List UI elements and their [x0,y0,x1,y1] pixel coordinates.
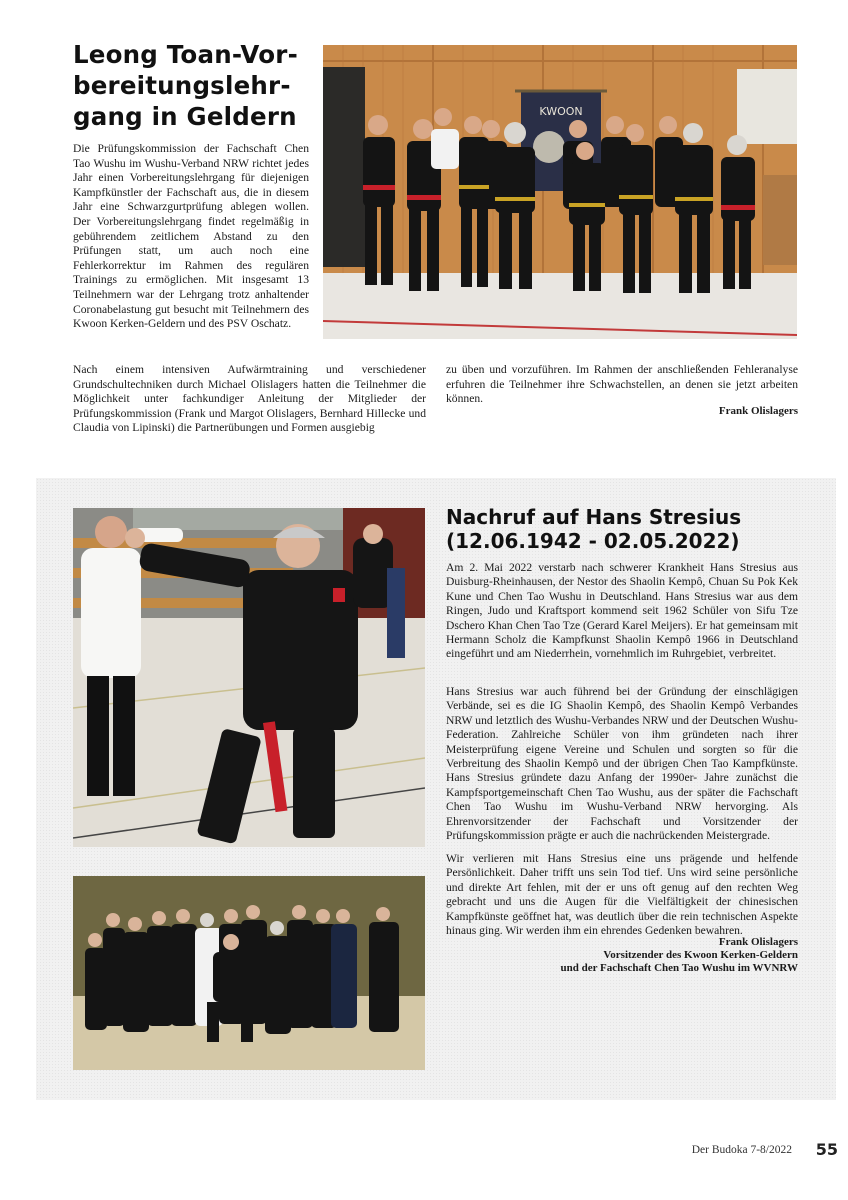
article2-paragraph-2: Hans Stresius war auch führend bei der Gründung der einschlägigen Verbände, sei es die IG Shaolin Kempô, des Shaolin Kempô Verbandes NRW und letztlich des Wushu-Verbandes NRW und der Deutschen Wushu-Federation. Zahlreiche Schüler von ihm gründeten nach ihrer Meisterprüfung eigene Vereine und Schulen und sorgten so für die Verbreitung des Shaolin Kempô und der übrigen Chen Tao Kampfkünste. Hans Stresius gründete dazu Anfang der 1990er- Jahre zunächst die Kampfsportgemeinschaft Chen Tao Wushu, aus der später die Fachschaft Chen Tao Wushu im Wushu-Verband NRW hervorging. Als Ehrenvorsitzender der Fachschaft und Vorsitzender der Prüfungskommission prägte er auch die nachrückenden Meistergrade. [446,685,798,843]
article2-title-line1: Nachruf auf Hans Stresius [446,505,742,529]
article1-paragraph-1: Die Prüfungskommission der Fachschaft Chen Tao Wushu im Wushu-Verband NRW richtet jedes Jahr einen Vorbereitungslehrgang für diejenigen Kampfkünstler der Fachschaft aus, die in diesem Jahr eine Schwarzgurtprüfung ablegen wollen. Der Vorbereitungslehrgang findet regelmäßig in gebührendem zeitlichem Abstand zu den Prüfungen statt, um auch noch eine Fehlerkorrektur im Rahmen des regulären Trainings zu ermöglichen. Mit insgesamt 13 Teilnehmern war der Lehrgang trotz anhaltender Coronabelastung gut besucht mit Teilnehmern des Kwoon Kerken-Geldern und des PSV Oschatz. [73,142,309,331]
article1-paragraph-2-continued: zu üben und vorzuführen. Im Rahmen der anschließenden Fehleranalyse erfuhren die Teilnehmer ihre Schwachstellen, an denen sie jetzt arbeiten können. [446,363,798,406]
group-photo-top [323,45,797,339]
group-photo-bottom [73,876,425,1070]
article1-signature: Frank Olislagers [718,405,798,417]
page-number: 55 [815,1140,838,1159]
article2-title-line2: (12.06.1942 - 02.05.2022) [446,529,740,553]
article1-paragraph-2: Nach einem intensiven Aufwärmtraining und verschiedener Grundschultechniken durch Michael Olislagers hatten die Teilnehmer die Möglichkeit unter fachkundiger Anleitung der Mitglieder der Prüfungskommission (Frank und Margot Olislagers, Bernhard Hillecke und Claudia von Lipinski) die Partnerübungen und Formen ausgiebig [73,363,426,435]
article1-title: Leong Toan-Vorbereitungslehrgang in Geldern [73,40,298,131]
footer-magazine-issue: Der Budoka 7-8/2022 [691,1144,792,1156]
article2-paragraph-3: Wir verlieren mit Hans Stresius eine uns prägende und helfende Persönlichkeit. Daher trifft uns sein Tod tief. Uns wird seine persönliche und direkte Art fehlen, mit der er uns oft genug auf den rechten Weg gebracht und uns die Augen für die Vielfältigkeit der chinesischen Kampfkünste geöffnet hat, was deutlich über die rein technischen Aspekte hinaus ging. Wir werden ihm ein ehrendes Gedenken bewahren. [446,852,798,938]
article2-signature-name: Frank Olislagers [718,936,798,948]
article2-signature-role-1: Vorsitzender des Kwoon Kerken-Geldern [603,949,798,961]
banner-text: KWOON [539,105,583,118]
article2-signature-role-2: und der Fachschaft Chen Tao Wushu im WVNRW [560,962,798,974]
article2-paragraph-1: Am 2. Mai 2022 verstarb nach schwerer Krankheit Hans Stresius aus Duisburg-Rheinhausen, der Nestor des Shaolin Kempô, Chuan Su Pok Kek Kune und Chen Tao Wushu in Deutschland. Hans Stresius war aus dem Ringen, Judo und Kraftsport kommend seit 1962 Schüler von Sifu Tze Dschero Khan Chen Tao Tze (Gerard Karel Meijers). Er hat gemeinsam mit Hermann Scholz die Kampfkunst Shaolin Kempô 1966 in Deutschland eingeführt und am Niederrhein, vornehmlich im Ruhrgebiet, verbreitet. [446,561,798,661]
sparring-photo [73,508,425,847]
